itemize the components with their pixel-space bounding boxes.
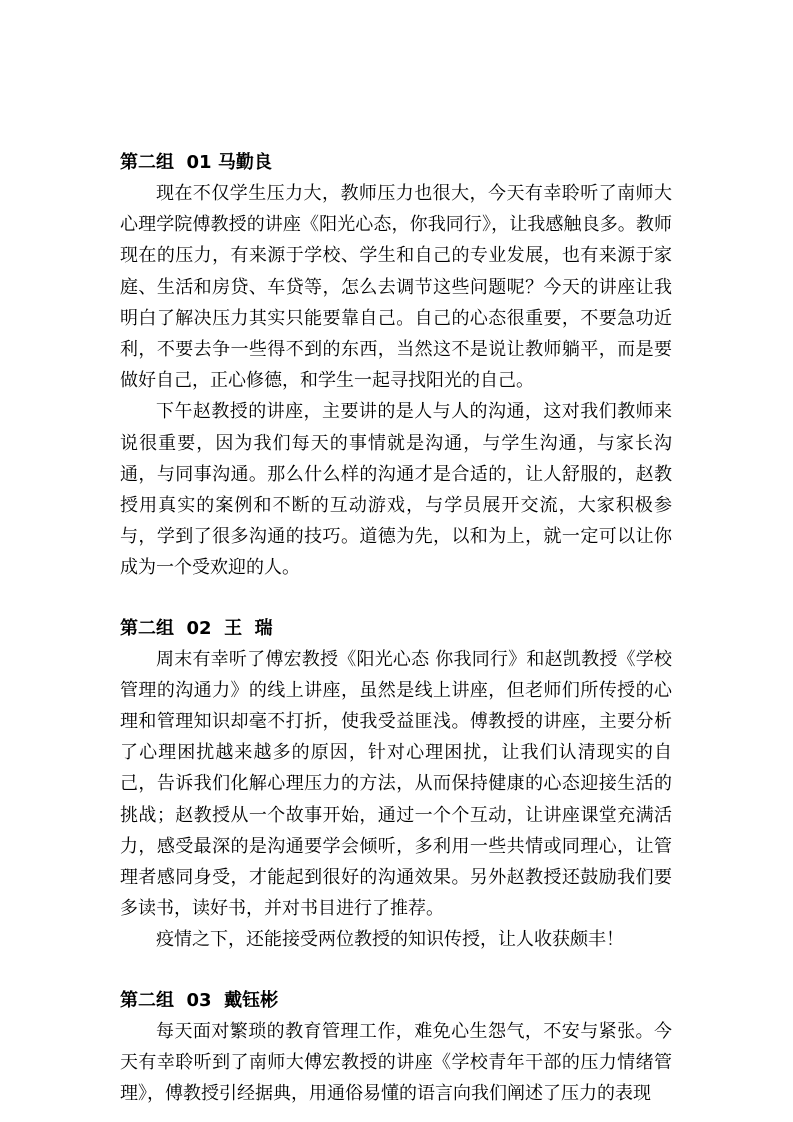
paragraph: 疫情之下，还能接受两位教授的知识传授，让人收获颇丰！: [156, 929, 624, 951]
document-page: [120, 148, 672, 1109]
paragraph: 现在不仅学生压力大，教师压力也很大，今天有幸聆听了南师大心理学院傅教授的讲座《阳光心态，你我同行》，让我感触良多。教师现在的压力，有来源于学校、学生和自己的专业发展，也有来源于家庭、生活和房贷、车贷等，怎么去调节这些问题呢？今天的讲座让我明白了解决压力其实只能要靠自己。自己的心态很重要，不要急功近利，不要去争一些得不到的东西，当然这不是说让教师躺平，而是要做好自己，正心修德，和学生一起寻找阳光的自己。: [120, 183, 672, 392]
section-heading: 第二组 03 戴钰彬: [120, 989, 279, 1011]
section-02: [120, 614, 672, 956]
paragraph: 下午赵教授的讲座，主要讲的是人与人的沟通，这对我们教师来说很重要，因为我们每天的事情就是沟通，与学生沟通，与家长沟通，与同事沟通。那么什么样的沟通才是合适的，让人舒服的，赵教授用真实的案例和不断的互动游戏，与学员展开交流，大家积极参与，学到了很多沟通的技巧。道德为先，以和为上，就一定可以让你成为一个受欢迎的人。: [120, 401, 672, 579]
section-03: [120, 986, 672, 1110]
section-heading: 第二组 01 马勤良: [120, 152, 272, 173]
section-heading: 第二组 02 王 瑞: [120, 617, 273, 639]
paragraph: 每天面对繁琐的教育管理工作，难免心生怨气，不安与紧张。今天有幸聆听到了南师大傅宏教授的讲座《学校青年干部的压力情绪管理》，傅教授引经据典，用通俗易懂的语言向我们阐述了压力的表现: [120, 1020, 672, 1105]
section-01: [120, 148, 672, 584]
paragraph: 周末有幸听了傅宏教授《阳光心态 你我同行》和赵凯教授《学校管理的沟通力》的线上讲座，虽然是线上讲座，但老师们所传授的心理和管理知识却毫不打折，使我受益匪浅。傅教授的讲座，主要分析了心理困扰越来越多的原因，针对心理困扰，让我们认清现实的自己，告诉我们化解心理压力的方法，从而保持健康的心态迎接生活的挑战；赵教授从一个故事开始，通过一个个互动，让讲座课堂充满活力，感受最深的是沟通要学会倾听，多利用一些共情或同理心，让管理者感同身受，才能起到很好的沟通效果。另外赵教授还鼓励我们要多读书，读好书，并对书目进行了推荐。: [120, 648, 672, 920]
